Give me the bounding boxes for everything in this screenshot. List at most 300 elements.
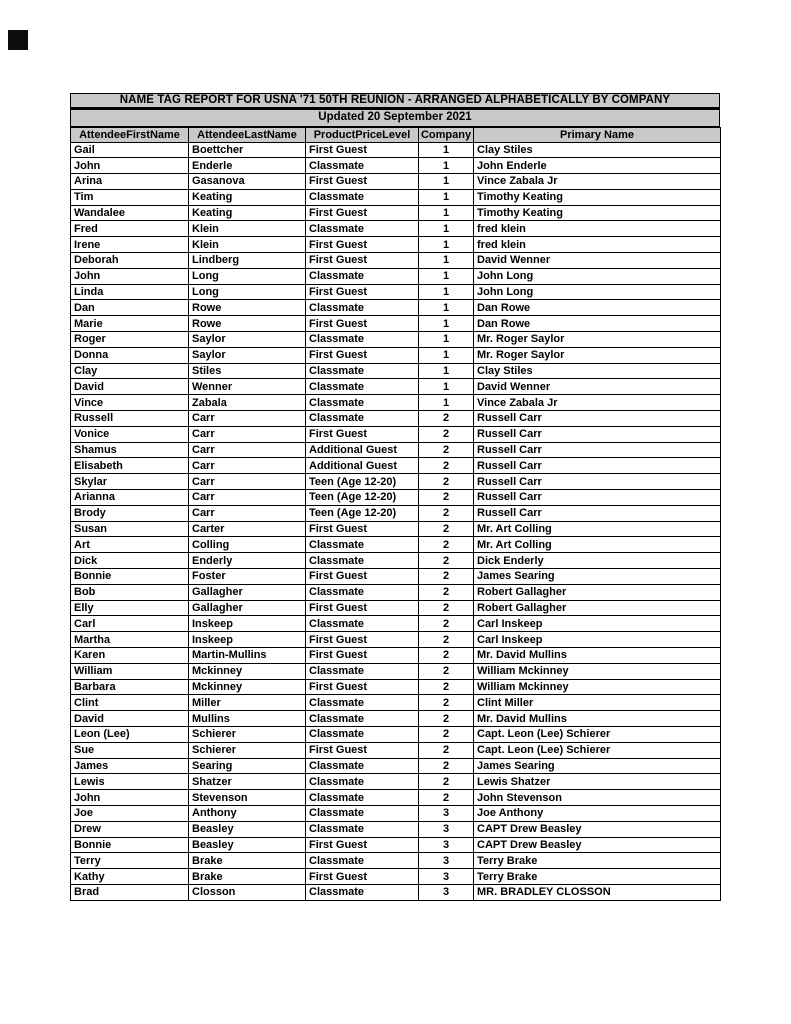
- table-row: [71, 553, 721, 569]
- table-row: [71, 363, 721, 379]
- cell-first-name: Karen: [71, 648, 189, 664]
- cell-primary-name: Russell Carr: [474, 426, 721, 442]
- cell-last-name: Colling: [189, 537, 306, 553]
- table-row: [71, 521, 721, 537]
- report-table-body: [71, 142, 721, 900]
- table-row: [71, 648, 721, 664]
- cell-first-name: Roger: [71, 332, 189, 348]
- table-row: [71, 490, 721, 506]
- cell-price-level: Classmate: [306, 711, 419, 727]
- cell-last-name: Wenner: [189, 379, 306, 395]
- cell-last-name: Martin-Mullins: [189, 648, 306, 664]
- cell-price-level: Classmate: [306, 584, 419, 600]
- cell-first-name: Marie: [71, 316, 189, 332]
- cell-company: 1: [419, 284, 474, 300]
- cell-primary-name: Dan Rowe: [474, 316, 721, 332]
- cell-last-name: Brake: [189, 853, 306, 869]
- cell-price-level: Classmate: [306, 158, 419, 174]
- cell-last-name: Carr: [189, 490, 306, 506]
- cell-first-name: Barbara: [71, 679, 189, 695]
- cell-price-level: First Guest: [306, 174, 419, 190]
- cell-company: 2: [419, 600, 474, 616]
- table-row: [71, 758, 721, 774]
- cell-last-name: Long: [189, 268, 306, 284]
- cell-last-name: Searing: [189, 758, 306, 774]
- cell-first-name: Art: [71, 537, 189, 553]
- table-row: [71, 221, 721, 237]
- table-row: [71, 695, 721, 711]
- cell-first-name: Drew: [71, 821, 189, 837]
- table-row: [71, 189, 721, 205]
- cell-last-name: Carr: [189, 442, 306, 458]
- cell-first-name: Kathy: [71, 869, 189, 885]
- cell-primary-name: Mr. David Mullins: [474, 711, 721, 727]
- cell-primary-name: Dan Rowe: [474, 300, 721, 316]
- cell-company: 2: [419, 505, 474, 521]
- cell-last-name: Rowe: [189, 316, 306, 332]
- cell-primary-name: John Enderle: [474, 158, 721, 174]
- cell-last-name: Zabala: [189, 395, 306, 411]
- cell-company: 1: [419, 237, 474, 253]
- cell-company: 1: [419, 347, 474, 363]
- cell-first-name: Lewis: [71, 774, 189, 790]
- cell-price-level: Classmate: [306, 663, 419, 679]
- cell-company: 2: [419, 521, 474, 537]
- table-row: [71, 505, 721, 521]
- table-row: [71, 726, 721, 742]
- cell-last-name: Gasanova: [189, 174, 306, 190]
- cell-price-level: Additional Guest: [306, 458, 419, 474]
- cell-primary-name: Mr. Roger Saylor: [474, 332, 721, 348]
- cell-first-name: Gail: [71, 142, 189, 158]
- cell-primary-name: Lewis Shatzer: [474, 774, 721, 790]
- cell-last-name: Anthony: [189, 805, 306, 821]
- cell-company: 1: [419, 205, 474, 221]
- cell-primary-name: John Long: [474, 284, 721, 300]
- cell-last-name: Inskeep: [189, 632, 306, 648]
- table-row: [71, 474, 721, 490]
- column-header-attendee-first-name: AttendeeFirstName: [71, 127, 189, 142]
- cell-price-level: First Guest: [306, 253, 419, 269]
- cell-last-name: Saylor: [189, 332, 306, 348]
- cell-primary-name: Russell Carr: [474, 411, 721, 427]
- cell-last-name: Schierer: [189, 742, 306, 758]
- cell-primary-name: David Wenner: [474, 379, 721, 395]
- table-row: [71, 790, 721, 806]
- cell-price-level: First Guest: [306, 837, 419, 853]
- table-row: [71, 805, 721, 821]
- cell-first-name: Arianna: [71, 490, 189, 506]
- cell-price-level: First Guest: [306, 679, 419, 695]
- cell-first-name: Carl: [71, 616, 189, 632]
- cell-last-name: Schierer: [189, 726, 306, 742]
- table-row: [71, 884, 721, 900]
- cell-primary-name: Terry Brake: [474, 853, 721, 869]
- cell-primary-name: Russell Carr: [474, 505, 721, 521]
- table-row: [71, 853, 721, 869]
- cell-last-name: Boettcher: [189, 142, 306, 158]
- table-row: [71, 711, 721, 727]
- cell-primary-name: Terry Brake: [474, 869, 721, 885]
- cell-primary-name: CAPT Drew Beasley: [474, 821, 721, 837]
- cell-price-level: First Guest: [306, 205, 419, 221]
- cell-company: 2: [419, 569, 474, 585]
- cell-first-name: Skylar: [71, 474, 189, 490]
- table-row: [71, 442, 721, 458]
- cell-first-name: Linda: [71, 284, 189, 300]
- cell-price-level: First Guest: [306, 237, 419, 253]
- cell-primary-name: Timothy Keating: [474, 205, 721, 221]
- cell-company: 2: [419, 679, 474, 695]
- cell-primary-name: Carl Inskeep: [474, 616, 721, 632]
- table-row: [71, 316, 721, 332]
- cell-first-name: David: [71, 711, 189, 727]
- black-square-marker: [8, 30, 28, 50]
- cell-company: 3: [419, 805, 474, 821]
- cell-price-level: Classmate: [306, 395, 419, 411]
- cell-price-level: Classmate: [306, 221, 419, 237]
- table-row: [71, 253, 721, 269]
- column-header-company: Company: [419, 127, 474, 142]
- cell-company: 2: [419, 426, 474, 442]
- cell-primary-name: Russell Carr: [474, 490, 721, 506]
- cell-primary-name: Clay Stiles: [474, 363, 721, 379]
- cell-first-name: Clint: [71, 695, 189, 711]
- cell-last-name: Foster: [189, 569, 306, 585]
- cell-last-name: Long: [189, 284, 306, 300]
- report-updated-date: Updated 20 September 2021: [70, 110, 720, 127]
- cell-price-level: Classmate: [306, 805, 419, 821]
- cell-first-name: David: [71, 379, 189, 395]
- cell-last-name: Mckinney: [189, 679, 306, 695]
- cell-first-name: John: [71, 158, 189, 174]
- table-row: [71, 584, 721, 600]
- table-row: [71, 869, 721, 885]
- table-row: [71, 284, 721, 300]
- cell-company: 3: [419, 837, 474, 853]
- cell-price-level: Classmate: [306, 268, 419, 284]
- cell-primary-name: William Mckinney: [474, 663, 721, 679]
- cell-price-level: First Guest: [306, 284, 419, 300]
- cell-company: 2: [419, 490, 474, 506]
- cell-price-level: First Guest: [306, 648, 419, 664]
- cell-company: 1: [419, 316, 474, 332]
- cell-last-name: Gallagher: [189, 584, 306, 600]
- cell-price-level: Classmate: [306, 411, 419, 427]
- table-row: [71, 332, 721, 348]
- cell-price-level: Classmate: [306, 821, 419, 837]
- table-row: [71, 600, 721, 616]
- cell-price-level: Classmate: [306, 332, 419, 348]
- cell-price-level: First Guest: [306, 632, 419, 648]
- header-row: [71, 127, 721, 142]
- cell-last-name: Beasley: [189, 837, 306, 853]
- cell-company: 2: [419, 695, 474, 711]
- cell-last-name: Klein: [189, 237, 306, 253]
- table-row: [71, 426, 721, 442]
- cell-price-level: Classmate: [306, 616, 419, 632]
- cell-company: 2: [419, 411, 474, 427]
- cell-company: 2: [419, 648, 474, 664]
- cell-price-level: First Guest: [306, 600, 419, 616]
- cell-company: 2: [419, 616, 474, 632]
- cell-last-name: Lindberg: [189, 253, 306, 269]
- cell-price-level: Classmate: [306, 853, 419, 869]
- cell-last-name: Carr: [189, 426, 306, 442]
- cell-first-name: Wandalee: [71, 205, 189, 221]
- cell-company: 1: [419, 268, 474, 284]
- cell-first-name: Elisabeth: [71, 458, 189, 474]
- cell-company: 1: [419, 379, 474, 395]
- cell-first-name: Susan: [71, 521, 189, 537]
- column-header-product-price-level: ProductPriceLevel: [306, 127, 419, 142]
- cell-company: 2: [419, 663, 474, 679]
- cell-company: 1: [419, 253, 474, 269]
- table-row: [71, 569, 721, 585]
- cell-first-name: James: [71, 758, 189, 774]
- cell-first-name: Elly: [71, 600, 189, 616]
- cell-first-name: Martha: [71, 632, 189, 648]
- cell-last-name: Beasley: [189, 821, 306, 837]
- cell-primary-name: Carl Inskeep: [474, 632, 721, 648]
- cell-primary-name: Joe Anthony: [474, 805, 721, 821]
- cell-first-name: Bob: [71, 584, 189, 600]
- cell-first-name: Clay: [71, 363, 189, 379]
- table-row: [71, 616, 721, 632]
- table-row: [71, 821, 721, 837]
- table-row: [71, 237, 721, 253]
- cell-price-level: Classmate: [306, 537, 419, 553]
- cell-last-name: Rowe: [189, 300, 306, 316]
- table-row: [71, 411, 721, 427]
- cell-price-level: First Guest: [306, 142, 419, 158]
- cell-primary-name: fred klein: [474, 237, 721, 253]
- cell-price-level: Classmate: [306, 189, 419, 205]
- cell-primary-name: MR. BRADLEY CLOSSON: [474, 884, 721, 900]
- cell-company: 2: [419, 758, 474, 774]
- cell-first-name: Vonice: [71, 426, 189, 442]
- cell-price-level: First Guest: [306, 869, 419, 885]
- table-row: [71, 537, 721, 553]
- cell-primary-name: Capt. Leon (Lee) Schierer: [474, 726, 721, 742]
- cell-primary-name: Russell Carr: [474, 442, 721, 458]
- cell-first-name: Vince: [71, 395, 189, 411]
- cell-primary-name: James Searing: [474, 569, 721, 585]
- cell-first-name: Leon (Lee): [71, 726, 189, 742]
- cell-price-level: Classmate: [306, 363, 419, 379]
- cell-company: 2: [419, 442, 474, 458]
- cell-price-level: Teen (Age 12-20): [306, 490, 419, 506]
- cell-first-name: Joe: [71, 805, 189, 821]
- cell-price-level: First Guest: [306, 742, 419, 758]
- cell-primary-name: Russell Carr: [474, 474, 721, 490]
- cell-company: 2: [419, 742, 474, 758]
- cell-first-name: Brad: [71, 884, 189, 900]
- cell-last-name: Closson: [189, 884, 306, 900]
- cell-primary-name: Vince Zabala Jr: [474, 395, 721, 411]
- cell-first-name: Dan: [71, 300, 189, 316]
- cell-last-name: Inskeep: [189, 616, 306, 632]
- cell-primary-name: Mr. David Mullins: [474, 648, 721, 664]
- cell-primary-name: CAPT Drew Beasley: [474, 837, 721, 853]
- cell-last-name: Mullins: [189, 711, 306, 727]
- cell-price-level: First Guest: [306, 569, 419, 585]
- cell-first-name: Brody: [71, 505, 189, 521]
- table-row: [71, 632, 721, 648]
- cell-price-level: Additional Guest: [306, 442, 419, 458]
- cell-price-level: Classmate: [306, 790, 419, 806]
- table-row: [71, 300, 721, 316]
- cell-company: 1: [419, 174, 474, 190]
- cell-price-level: First Guest: [306, 426, 419, 442]
- cell-first-name: Russell: [71, 411, 189, 427]
- name-tag-report: [70, 93, 720, 901]
- cell-primary-name: Vince Zabala Jr: [474, 174, 721, 190]
- cell-price-level: Classmate: [306, 300, 419, 316]
- cell-primary-name: fred klein: [474, 221, 721, 237]
- cell-price-level: Classmate: [306, 758, 419, 774]
- cell-company: 2: [419, 790, 474, 806]
- table-row: [71, 742, 721, 758]
- column-header-primary-name: Primary Name: [474, 127, 721, 142]
- cell-company: 2: [419, 726, 474, 742]
- cell-primary-name: Timothy Keating: [474, 189, 721, 205]
- cell-first-name: Dick: [71, 553, 189, 569]
- cell-primary-name: John Long: [474, 268, 721, 284]
- cell-company: 1: [419, 189, 474, 205]
- cell-primary-name: Russell Carr: [474, 458, 721, 474]
- cell-primary-name: Capt. Leon (Lee) Schierer: [474, 742, 721, 758]
- table-row: [71, 174, 721, 190]
- report-title: NAME TAG REPORT FOR USNA '71 50TH REUNION - ARRANGED ALPHABETICALLY BY COMPANY: [70, 93, 720, 110]
- cell-primary-name: Robert Gallagher: [474, 600, 721, 616]
- table-row: [71, 268, 721, 284]
- cell-primary-name: Dick Enderly: [474, 553, 721, 569]
- cell-price-level: Teen (Age 12-20): [306, 505, 419, 521]
- cell-price-level: Classmate: [306, 726, 419, 742]
- cell-company: 3: [419, 884, 474, 900]
- table-row: [71, 347, 721, 363]
- cell-last-name: Mckinney: [189, 663, 306, 679]
- cell-first-name: Sue: [71, 742, 189, 758]
- cell-first-name: Shamus: [71, 442, 189, 458]
- cell-primary-name: Clay Stiles: [474, 142, 721, 158]
- cell-price-level: First Guest: [306, 347, 419, 363]
- cell-price-level: Classmate: [306, 884, 419, 900]
- column-header-attendee-last-name: AttendeeLastName: [189, 127, 306, 142]
- cell-last-name: Saylor: [189, 347, 306, 363]
- cell-company: 2: [419, 584, 474, 600]
- cell-first-name: Bonnie: [71, 837, 189, 853]
- cell-last-name: Miller: [189, 695, 306, 711]
- cell-company: 2: [419, 711, 474, 727]
- table-row: [71, 379, 721, 395]
- cell-company: 2: [419, 632, 474, 648]
- cell-first-name: John: [71, 790, 189, 806]
- table-row: [71, 774, 721, 790]
- cell-primary-name: William Mckinney: [474, 679, 721, 695]
- cell-first-name: William: [71, 663, 189, 679]
- cell-price-level: Classmate: [306, 774, 419, 790]
- cell-price-level: First Guest: [306, 521, 419, 537]
- cell-last-name: Keating: [189, 189, 306, 205]
- cell-last-name: Stevenson: [189, 790, 306, 806]
- cell-last-name: Stiles: [189, 363, 306, 379]
- cell-primary-name: David Wenner: [474, 253, 721, 269]
- cell-first-name: Terry: [71, 853, 189, 869]
- cell-first-name: Fred: [71, 221, 189, 237]
- cell-last-name: Klein: [189, 221, 306, 237]
- cell-last-name: Carr: [189, 411, 306, 427]
- cell-company: 1: [419, 332, 474, 348]
- cell-company: 1: [419, 158, 474, 174]
- cell-price-level: Classmate: [306, 695, 419, 711]
- cell-last-name: Gallagher: [189, 600, 306, 616]
- table-row: [71, 158, 721, 174]
- cell-company: 2: [419, 553, 474, 569]
- cell-primary-name: James Searing: [474, 758, 721, 774]
- cell-last-name: Keating: [189, 205, 306, 221]
- cell-last-name: Carter: [189, 521, 306, 537]
- cell-company: 3: [419, 869, 474, 885]
- cell-company: 2: [419, 474, 474, 490]
- cell-primary-name: Mr. Art Colling: [474, 521, 721, 537]
- cell-first-name: Donna: [71, 347, 189, 363]
- cell-company: 1: [419, 395, 474, 411]
- cell-last-name: Enderle: [189, 158, 306, 174]
- cell-primary-name: Mr. Roger Saylor: [474, 347, 721, 363]
- cell-company: 2: [419, 458, 474, 474]
- table-row: [71, 395, 721, 411]
- table-row: [71, 205, 721, 221]
- table-row: [71, 679, 721, 695]
- cell-last-name: Carr: [189, 474, 306, 490]
- report-table: [70, 127, 721, 901]
- cell-first-name: Bonnie: [71, 569, 189, 585]
- table-row: [71, 837, 721, 853]
- table-row: [71, 458, 721, 474]
- cell-company: 2: [419, 537, 474, 553]
- cell-last-name: Brake: [189, 869, 306, 885]
- cell-primary-name: John Stevenson: [474, 790, 721, 806]
- cell-last-name: Enderly: [189, 553, 306, 569]
- cell-price-level: Classmate: [306, 553, 419, 569]
- cell-first-name: Tim: [71, 189, 189, 205]
- cell-price-level: Teen (Age 12-20): [306, 474, 419, 490]
- cell-company: 1: [419, 142, 474, 158]
- cell-primary-name: Robert Gallagher: [474, 584, 721, 600]
- table-row: [71, 142, 721, 158]
- cell-company: 1: [419, 300, 474, 316]
- cell-first-name: Deborah: [71, 253, 189, 269]
- cell-first-name: John: [71, 268, 189, 284]
- cell-company: 3: [419, 853, 474, 869]
- cell-last-name: Shatzer: [189, 774, 306, 790]
- cell-primary-name: Clint Miller: [474, 695, 721, 711]
- cell-last-name: Carr: [189, 505, 306, 521]
- cell-last-name: Carr: [189, 458, 306, 474]
- cell-company: 3: [419, 821, 474, 837]
- cell-price-level: First Guest: [306, 316, 419, 332]
- cell-first-name: Irene: [71, 237, 189, 253]
- table-row: [71, 663, 721, 679]
- cell-company: 2: [419, 774, 474, 790]
- cell-first-name: Arina: [71, 174, 189, 190]
- cell-primary-name: Mr. Art Colling: [474, 537, 721, 553]
- cell-company: 1: [419, 363, 474, 379]
- cell-price-level: Classmate: [306, 379, 419, 395]
- cell-company: 1: [419, 221, 474, 237]
